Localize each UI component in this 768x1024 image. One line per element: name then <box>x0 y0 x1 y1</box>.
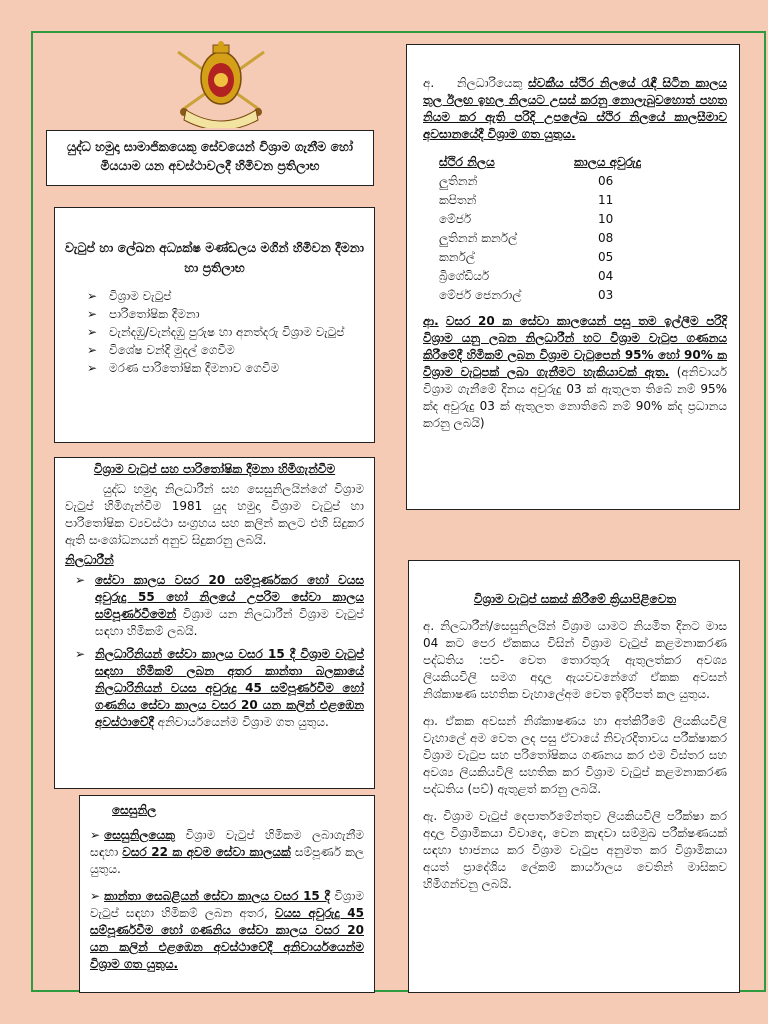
arrow-bullet-icon: ➢ <box>87 325 98 339</box>
procedure-para-c: ඇ. විශ්‍රාම වැටුප් දෙපාර්තමේන්තුව ලියකියවිලි පරීක්ෂා කර අදාල විශ්‍රාමිකයා විවාදෙ, වෙන කැඳවා සම්මුඛ පරීක්ෂණයක් සඳහා භාජනය කර විශ්‍රාම වැටුප අනුමත කර විශ්‍රාමිකයා අයත් ප්‍රාදේශිය ලේකම් කාර්යාලය වෙතින් මාසිකව හිමිගන්වනු ලබයි. <box>423 809 727 891</box>
rank-box <box>406 44 740 510</box>
column-header: ස්ථිර නිලය <box>439 155 495 169</box>
officers-heading: නිලධාරීන් <box>65 553 114 567</box>
rank-para-a: අ. නිලධාරියෙකු ස්වකීය ස්ථිර නිලයේ රැඳී සිටින කාලය තුල ඊලඟ ඉහල නිලයට උසස් කරනු නොලැබුවහොත් පහත නියම කර ඇති පරිදි උපලේඛ ස්ථිර නිලයේ කාලසීමාව අවසානයේදී විශ්‍රාම ගත යුතුය. <box>423 76 727 141</box>
arrow-bullet-icon: ➢ <box>90 889 101 903</box>
table-row: කර්නල් 05 <box>439 250 614 264</box>
list-item: ➢ මරණ පාරිතෝෂික දීමනාව ගෙවීම <box>87 361 280 375</box>
list-item: ➢ පාරිතෝෂික දීමනා <box>87 307 200 321</box>
benefits-list <box>65 288 364 377</box>
procedure-box <box>408 560 740 993</box>
pension-intro: යුද්ධ හමුදා නිලධාරීන් සහ සෙසුනිලයින්ගේ විශ්‍රාම වැටුප් හිමිගැන්වීම 1981 යුද හමුදා විශ්‍රාම වැටුප් හා පාරිතෝෂික ව්‍යවස්ථා සංග්‍රහය සහ කලින් කලට එහි සිදුකර ඇති සංශෝධනයන් අනුව සිදුකරනු ලබයි. <box>65 482 364 547</box>
officer-rule-1: ➢ සේවා කාලය වසර 20 සම්පූර්ණකර හෝ වයස අවුරුදු 55 හෝ නිලයේ උපරිම සේවා කාලය සම්පූර්ණවීමෙන් විශ්‍රාම යන නිලධාරීන් විශ්‍රාම වැටුප් සඳහා හිමිකම් ලබයි. <box>75 573 364 638</box>
arrow-bullet-icon: ➢ <box>87 343 98 357</box>
procedure-heading: විශ්‍රාම වැටුප් සකස් කිරීමේ ක්‍රියාපිළිවෙත <box>473 592 677 606</box>
procedure-para-b: ආ. ඒකක අවසන් නිශ්කාෂණය හා අත්කිරීමේ ලියකියවිලි වැහාලේ අම වෙත ලද පසු ඒවායේ නිවැරදිතාවය පරීක්ෂාකර විශ්‍රාම වැටුප සහ පරිතෝෂිකය ගණනය කර එම විස්තර සහ අවශ්‍ය ලියකියවිලි සහතික කර විශ්‍රාම වැටුප් කළමනාකරණ පද්ධතිය (පව්) ඇතුළත් කරනු ලබයි. <box>423 714 727 796</box>
page-title: යුද්ධ හමුදා සාමාජිකයෙකු සේවයෙන් විශ්‍රාම ගැනීම හෝ මියයාම යන අවස්ථාවලදී හිමිවන ප්‍රතිලාභ <box>67 139 353 173</box>
table-row: මේජර් ජෙනරාල් 03 <box>439 288 614 302</box>
sepoy-rule-2: ➢ කාන්තා සෙබළියන් සේවා කාලය වසර 15 දී විශ්‍රාම වැටුප් සඳහා හිමිකම් ලබන අතර, වයස අවුරුදු 45 සම්පූර්ණවීම හෝ ගණනිය සේවා කාලය වසර 20 යන කලින් එළඹෙන අවස්ථාවේදී අනිවාර්යයෙන්ම විශ්‍රාම ගත යුතුය. <box>90 889 364 971</box>
sepoy-rule-1: ➢ සෙසුනිලයෙකු විශ්‍රාම වැටුප් හිමිකම ලබාගැනීම සඳහා වසර 22 ක අවම සේවා කාලයක් සම්පූර්ණ කල යුතුය. <box>90 828 364 876</box>
benefits-heading: වැටුප් හා ලේඛන අධ්‍යක්ෂ මණ්ඩලය මගින් හිමිවන දීමනා හා ප්‍රතිලාභ <box>65 240 364 275</box>
table-row: කපිතන් 11 <box>439 193 614 207</box>
list-item: ➢ විශේෂ වන්දි මුදල් ගෙවීම <box>87 343 235 357</box>
sepoy-box <box>79 795 375 993</box>
rank-table <box>439 153 641 305</box>
table-row: ලුතිනන් 06 <box>439 174 614 188</box>
arrow-bullet-icon: ➢ <box>75 573 86 587</box>
table-row: මේජර් 10 <box>439 212 614 226</box>
table-row: බ්‍රිගේඩියර් 04 <box>439 269 614 283</box>
officer-rule-2: ➢ නිලධාරිනියන් සේවා කාලය වසර 15 දී විශ්‍රාම වැටුප් සඳහා හිමිකම් ලබන අතර කාන්තා බලකායේ නිලධාරිනියන් වයස අවුරුදු 45 සම්පූර්ණවීම හෝ ගණනිය සේවා කාලය වසර 20 යන කලින් එළඹෙන අවස්ථාවේදී අනිවාර්යයෙන්ම විශ්‍රාම ගත යුතුය. <box>75 647 364 729</box>
title-box <box>46 130 374 186</box>
arrow-bullet-icon: ➢ <box>87 307 98 321</box>
procedure-para-a: අ. නිලධාරීන්/සෙසුනිලයින් විශ්‍රාම යාමට නියමිත දිනට මාස 04 කට පෙර ඒකකය විසින් විශ්‍රාම වැටුප් කළමනාකරණ පද්ධතිය :පව්- වෙත තොරතුරු ඇතුලත්කර අවශ්‍ය ලියකියවිලි සමග අදාල ඇයවචනේගේ ඒකක අවසන් නිශ්කාෂණ සහතික වැහාලේඅම වෙත ඉදිරිපත් කල යුතුය. <box>423 619 727 701</box>
table-row: ලුතිනන් කර්නල් 08 <box>439 231 614 245</box>
list-item: ➢ වැන්දඹු/වැන්දඹු පුරුෂ හා අනත්දරු විශ්‍රාම වැටුප් <box>87 325 345 339</box>
arrow-bullet-icon: ➢ <box>75 647 86 661</box>
list-item: ➢ විශ්‍රාම වැටුප් <box>87 289 172 303</box>
sepoy-heading: සෙසුනිල <box>112 803 157 817</box>
rank-para-b: ආ. වසර 20 ක සේවා කාලයෙන් පසු තම ඉල්ලීම පරිදි විශ්‍රාම යනු ලබන නිලධාරීන් හට විශ්‍රාම වැටුප ගණනය කිරීමේදී හිමිකම් ලබන විශ්‍රාම වැටුපෙන් 95% හෝ 90% ක විශ්‍රාම වැටුපක් ලබා ගැනීමට හැකියාවක් ඇත. (අනිවාර්ය විශ්‍රාම ගැනීමේ දිනය අවුරුදු 03 ක් ඇතුලත තිබේ නම් 95% ක්ද අවුරුදු 03 ක් ඇතුලත නොතිබේ නම් 90% ක්ද ප්‍රධානය කරනු ලබයි) <box>423 314 727 430</box>
benefits-box <box>54 207 375 443</box>
arrow-bullet-icon: ➢ <box>87 361 98 375</box>
column-header: කාලය අවුරුදු <box>574 155 642 169</box>
pension-box <box>54 457 375 789</box>
arrow-bullet-icon: ➢ <box>87 289 98 303</box>
arrow-bullet-icon: ➢ <box>90 828 101 842</box>
army-crest-icon <box>168 40 274 128</box>
pension-heading: විශ්‍රාම වැටුප් සහ පාරිතෝෂික දීමනා හිමිගැන්වීම <box>93 462 336 476</box>
table-header-row <box>439 153 641 172</box>
